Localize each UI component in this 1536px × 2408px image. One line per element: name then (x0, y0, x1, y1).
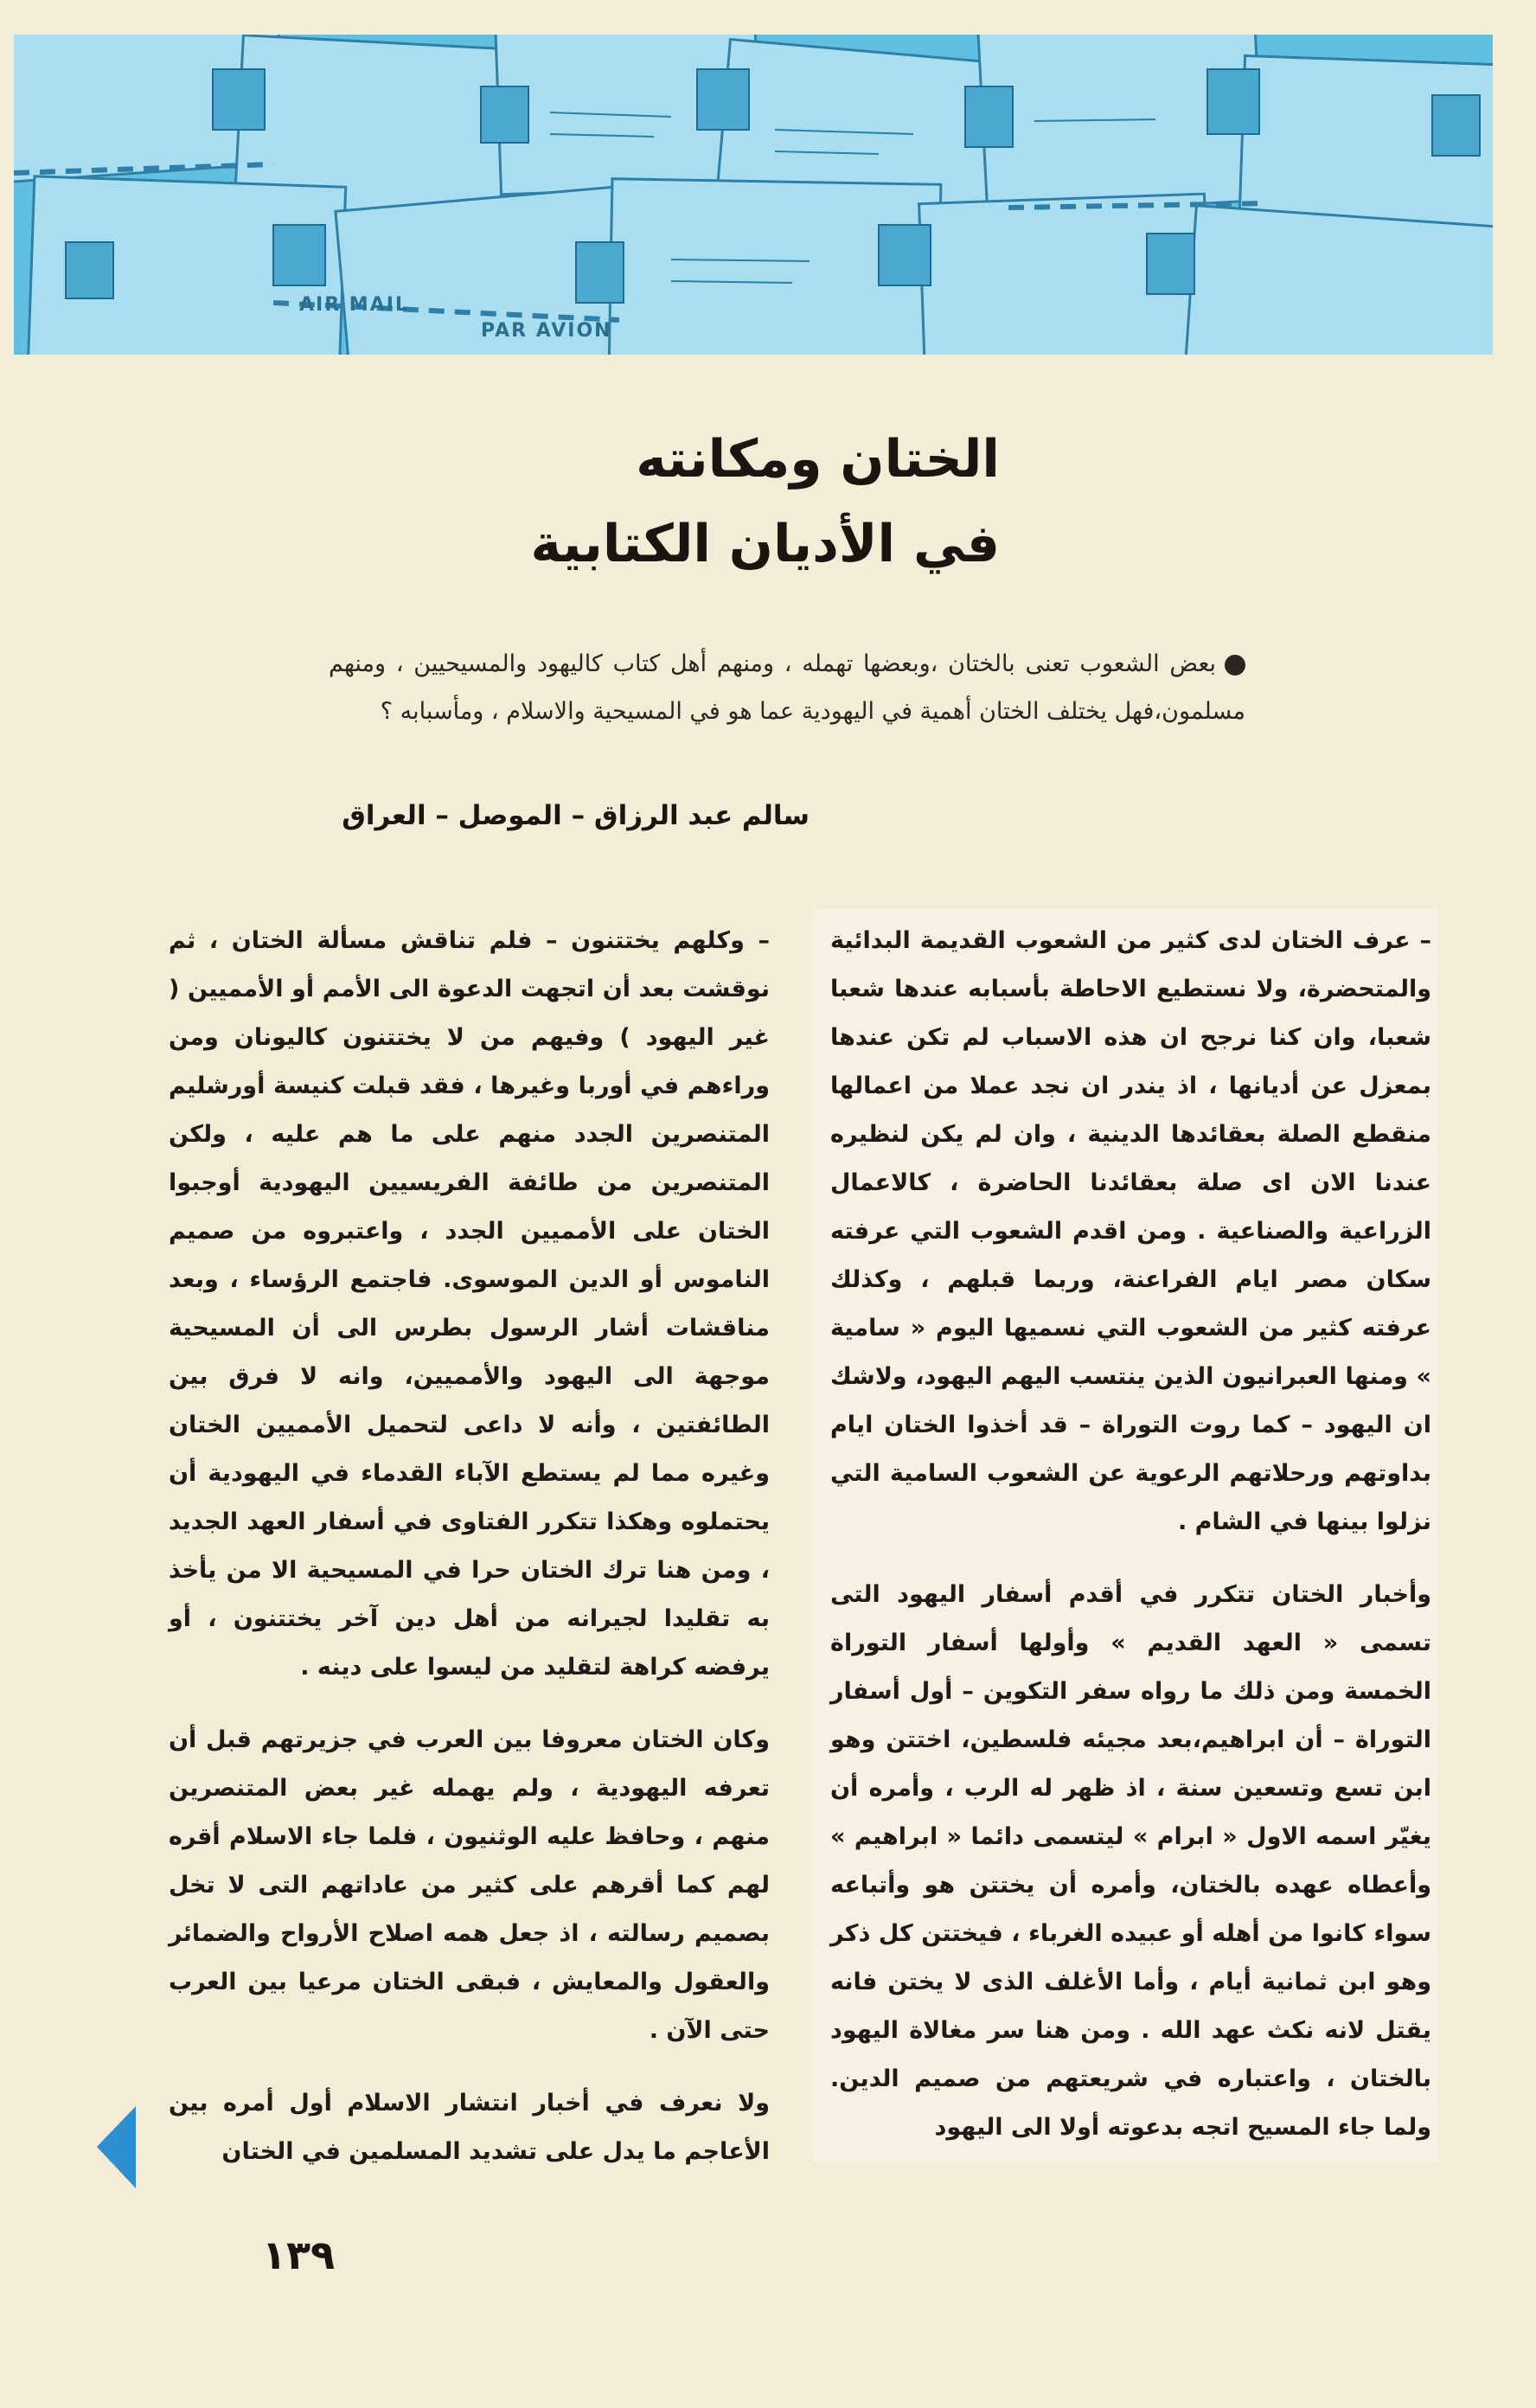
article-title (221, 417, 1000, 586)
article-title-line-2: في الأديان الكتابية (530, 514, 1000, 574)
stamp-label-paravion: PAR AVION (481, 320, 612, 342)
article-title-line-1: الختان ومكانته (636, 429, 1000, 490)
paragraph: وكان الختان معروفا بين العرب في جزيرتهم قبل أن تعرفه اليهودية ، ولم يهمله غير بعض المتنصرين منهم ، وحافظ عليه الوثنيون ، فلما جاء الاسلام أقره لهم كما أقرهم على كثير من عاداتهم التى لا تخل بصميم رسالته ، اذ جعل همه اصلاح الأرواح والضمائر والعقول والمعايش ، فبقى الختان مرعيا بين العرب حتى الآن . (169, 1726, 770, 2044)
continue-arrow-icon (97, 2106, 136, 2188)
body-column-right (830, 917, 1431, 2176)
author-byline: سالم عبد الرزاق – الموصل – العراق (342, 800, 810, 831)
envelopes-collage (14, 35, 1493, 355)
intro-text: بعض الشعوب تعنى بالختان ،وبعضها تهمله ، ومنهم أهل كتاب كاليهود والمسيحيين ، ومنهم مسلمون،فهل يختلف الختان أهمية في اليهودية عما هو في المسيحية والاسلام ، ومأسبابه ؟ (329, 650, 1245, 725)
stamp-label-airmail: AIR MAIL (299, 294, 409, 316)
paragraph: – وكلهم يختتنون – فلم تناقش مسألة الختان ، ثم نوقشت بعد أن اتجهت الدعوة الى الأمم أو الأمميين ( غير اليهود ) وفيهم من لا يختتنون كاليونان ومن وراءهم في أوربا وغيرها ، فقد قبلت كنيسة أورشليم المتنصرين الجدد منهم على ما هم عليه ، ولكن المتنصرين من طائفة الفريسيين اليهودية أوجبوا الختان على الأمميين الجدد ، واعتبروه من صميم الناموس أو الدين الموسوى. فاجتمع الرؤساء ، وبعد مناقشات أشار الرسول بطرس الى أن المسيحية موجهة الى اليهود والأمميين، وانه لا فرق بين الطائفتين ، وأنه لا داعى لتحميل الأمميين الختان وغيره مما لم يستطع الآباء القدماء في اليهودية أن يحتملوه وهكذا تتكرر الفتاوى في أسفار العهد الجديد ، ومن هنا ترك الختان حرا في المسيحية الا من يأخذ به تقليدا لجيرانه من أهل دين آخر يختتنون ، أو يرفضه كراهة لتقليد من ليسوا على دينه . (169, 927, 770, 1681)
paragraph: ولا نعرف في أخبار انتشار الاسلام أول أمره بين الأعاجم ما يدل على تشديد المسلمين في الختان (169, 2090, 770, 2165)
page-number: ١٣٩ (261, 2232, 336, 2278)
article-intro (329, 640, 1245, 735)
header-photo-envelopes (14, 35, 1493, 355)
paragraph: وأخبار الختان تتكرر في أقدم أسفار اليهود التى تسمى « العهد القديم » وأولها أسفار التوراة الخمسة ومن ذلك ما رواه سفر التكوين – أول أسفار التوراة – أن ابراهيم،بعد مجيئه فلسطين، اختتن وهو ابن تسع وتسعين سنة ، اذ ظهر له الرب ، وأمره أن يغيّر اسمه الاول « ابرام » ليتسمى دائما « ابراهيم » وأعطاه عهده بالختان، وأمره أن يختتن هو وأتباعه سواء كانوا من أهله أو عبيده الغرباء ، فيختتن كل ذكر وهو ابن ثمانية أيام ، وأما الأغلف الذى لا يختن فانه يقتل لانه نكث عهد الله . ومن هنا سر مغالاة اليهود بالختان ، واعتباره في شريعتهم من صميم الدين. ولما جاء المسيح اتجه بدعوته أولا الى اليهود (830, 1581, 1431, 2141)
paragraph: – عرف الختان لدى كثير من الشعوب القديمة البدائية والمتحضرة، ولا نستطيع الاحاطة بأسبابه عندها شعبا شعبا، وان كنا نرجح ان هذه الاسباب لم تكن عندها بمعزل عن أديانها ، اذ يندر ان نجد عملا من اعمالها منقطع الصلة بعقائدها الدينية ، وان لم يكن لنظيره عندنا الان اى صلة بعقائدنا الحاضرة ، كالاعمال الزراعية والصناعية . ومن اقدم الشعوب التي عرفته سكان مصر ايام الفراعنة، وربما قبلهم ، وكذلك عرفته كثير من الشعوب التي نسميها اليوم « سامية » ومنها العبرانيون الذين ينتسب اليهم اليهود، ولاشك ان اليهود – كما روت التوراة – قد أخذوا الختان ايام بداوتهم ورحلاتهم الرعوية عن الشعوب السامية التي نزلوا بينها في الشام . (830, 927, 1431, 1535)
bullet-icon (1225, 655, 1245, 676)
body-column-left (169, 917, 770, 2200)
